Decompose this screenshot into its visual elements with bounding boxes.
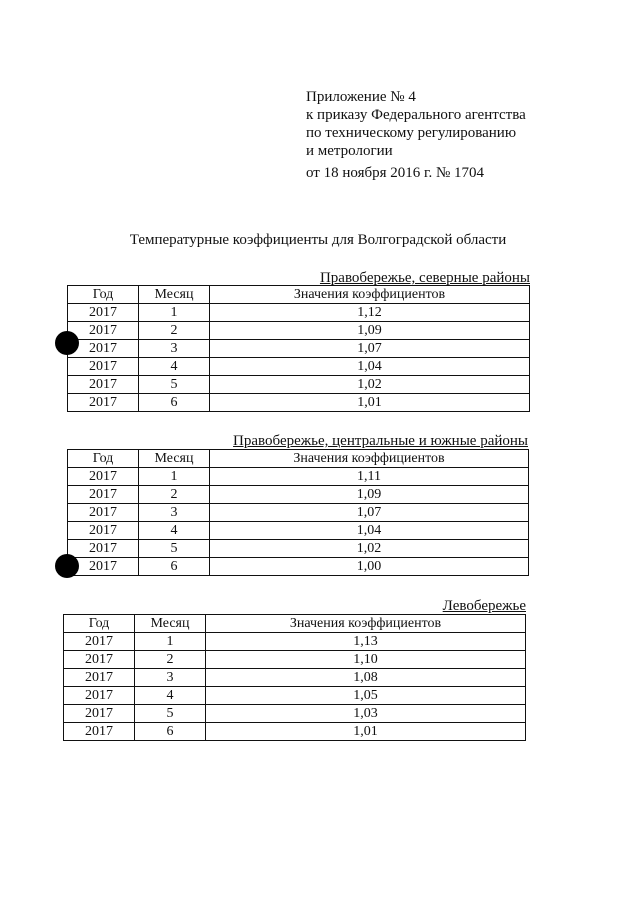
cell-value: 1,04 — [210, 522, 529, 540]
table-row — [68, 340, 530, 358]
appendix-number: Приложение № 4 — [306, 89, 416, 105]
appendix-agency: по техническому регулированию — [306, 125, 517, 141]
header-month: Месяц — [135, 615, 206, 633]
table-row — [68, 394, 530, 412]
table-header-row — [68, 286, 530, 304]
cell-year: 2017 — [64, 651, 135, 669]
cell-year: 2017 — [68, 394, 139, 412]
cell-month: 5 — [135, 705, 206, 723]
cell-month: 2 — [135, 651, 206, 669]
header-value: Значения коэффициентов — [206, 615, 526, 633]
punch-hole-upper — [55, 331, 79, 355]
cell-value: 1,10 — [206, 651, 526, 669]
cell-month: 6 — [139, 394, 210, 412]
cell-month: 5 — [139, 540, 210, 558]
table-row — [64, 705, 526, 723]
cell-year: 2017 — [68, 304, 139, 322]
cell-value: 1,12 — [210, 304, 530, 322]
cell-month: 5 — [139, 376, 210, 394]
cell-value: 1,11 — [210, 468, 529, 486]
cell-month: 2 — [139, 322, 210, 340]
coefficients-table-left-bank — [63, 614, 526, 741]
cell-value: 1,02 — [210, 540, 529, 558]
cell-month: 4 — [135, 687, 206, 705]
cell-year: 2017 — [68, 486, 139, 504]
table-row — [68, 486, 529, 504]
table-header-row — [64, 615, 526, 633]
cell-year: 2017 — [68, 504, 139, 522]
cell-year: 2017 — [68, 358, 139, 376]
table-row — [68, 376, 530, 394]
cell-value: 1,03 — [206, 705, 526, 723]
cell-value: 1,09 — [210, 322, 530, 340]
appendix-metrology: и метрологии — [306, 143, 393, 159]
coefficients-table-north — [67, 285, 530, 412]
cell-month: 4 — [139, 522, 210, 540]
header-year: Год — [68, 286, 139, 304]
cell-month: 2 — [139, 486, 210, 504]
cell-year: 2017 — [64, 687, 135, 705]
punch-hole-lower — [55, 554, 79, 578]
table-row — [68, 304, 530, 322]
cell-year: 2017 — [64, 669, 135, 687]
cell-value: 1,04 — [210, 358, 530, 376]
appendix-order-ref: к приказу Федерального агентства — [306, 107, 526, 123]
cell-month: 1 — [135, 633, 206, 651]
table-header-row — [68, 450, 529, 468]
cell-month: 1 — [139, 304, 210, 322]
cell-month: 4 — [139, 358, 210, 376]
table-row — [64, 633, 526, 651]
cell-year: 2017 — [64, 723, 135, 741]
appendix-date: от 18 ноября 2016 г. № 1704 — [306, 165, 485, 181]
cell-month: 6 — [135, 723, 206, 741]
cell-value: 1,07 — [210, 340, 530, 358]
cell-year: 2017 — [68, 468, 139, 486]
cell-month: 3 — [139, 504, 210, 522]
header-month: Месяц — [139, 286, 210, 304]
table-row — [68, 468, 529, 486]
cell-year: 2017 — [68, 540, 139, 558]
cell-value: 1,01 — [210, 394, 530, 412]
header-month: Месяц — [139, 450, 210, 468]
table-caption-central-south: Правобережье, центральные и южные районы — [233, 433, 528, 449]
document-title — [0, 232, 640, 249]
table-row — [64, 651, 526, 669]
cell-year: 2017 — [68, 322, 139, 340]
cell-value: 1,08 — [206, 669, 526, 687]
table-row — [68, 540, 529, 558]
cell-value: 1,09 — [210, 486, 529, 504]
table-row — [64, 669, 526, 687]
appendix-header — [306, 88, 526, 182]
table-caption-north: Правобережье, северные районы — [319, 270, 530, 286]
cell-month: 6 — [139, 558, 210, 576]
cell-value: 1,01 — [206, 723, 526, 741]
header-year: Год — [68, 450, 139, 468]
cell-value: 1,05 — [206, 687, 526, 705]
cell-value: 1,07 — [210, 504, 529, 522]
table-row — [64, 723, 526, 741]
cell-year: 2017 — [68, 522, 139, 540]
table-row — [68, 322, 530, 340]
cell-month: 3 — [135, 669, 206, 687]
document-title-text: Температурные коэффициенты для Волгоградской области — [129, 232, 507, 248]
coefficients-table-central-south — [67, 449, 529, 576]
cell-year: 2017 — [64, 705, 135, 723]
header-value: Значения коэффициентов — [210, 286, 530, 304]
table-row — [68, 558, 529, 576]
table-row — [68, 522, 529, 540]
cell-month: 1 — [139, 468, 210, 486]
header-value: Значения коэффициентов — [210, 450, 529, 468]
cell-year: 2017 — [68, 340, 139, 358]
cell-value: 1,02 — [210, 376, 530, 394]
header-year: Год — [64, 615, 135, 633]
cell-month: 3 — [139, 340, 210, 358]
cell-year: 2017 — [64, 633, 135, 651]
cell-year: 2017 — [68, 558, 139, 576]
cell-value: 1,00 — [210, 558, 529, 576]
cell-value: 1,13 — [206, 633, 526, 651]
table-row — [68, 504, 529, 522]
table-row — [64, 687, 526, 705]
table-row — [68, 358, 530, 376]
table-caption-left-bank: Левобережье — [442, 598, 526, 614]
cell-year: 2017 — [68, 376, 139, 394]
